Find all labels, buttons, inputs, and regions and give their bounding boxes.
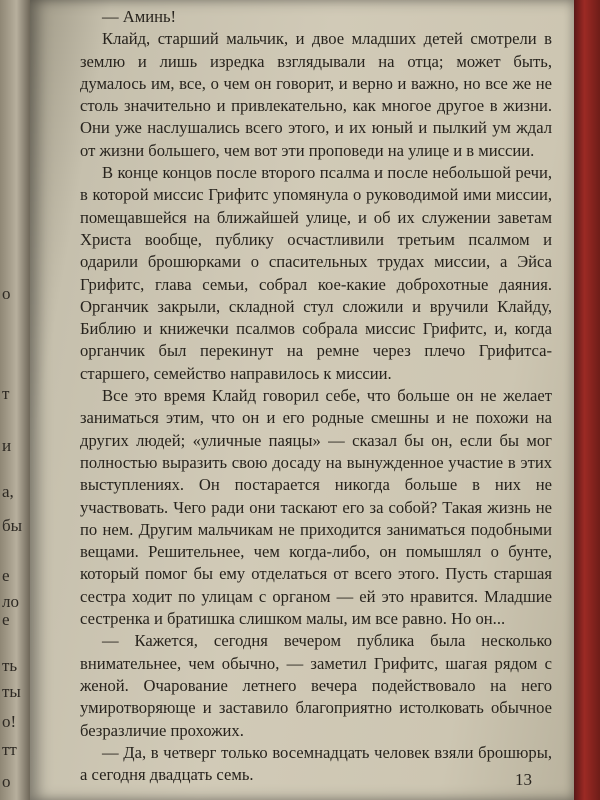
- adjacent-page-fragment: бы: [2, 516, 23, 535]
- adjacent-page-fragment: ло: [2, 592, 19, 611]
- paragraph: Клайд, старший мальчик, и двое младших детей смотрели в землю и лишь изредка взглядывали на отца; может быть, думалось им, все, о чем он говорит, и верно и важно, но все же не столь значительно и привлекательно, как многое другое в жизни. Они уже наслушались всего этого, и их юный и пылкий ум ждал от жизни большего, чем вот эти проповеди на улице и в миссии.: [80, 29, 552, 160]
- adjacent-page-fragment: е: [2, 610, 10, 629]
- adjacent-page-fragment: а,: [2, 482, 14, 501]
- paragraph: — Аминь!: [102, 7, 177, 26]
- adjacent-page-fragment: тт: [2, 740, 17, 759]
- paragraph: — Кажется, сегодня вечером публика была несколько внимательнее, чем обычно, — заметил Грифитс, шагая рядом с женой. Очарование летнего вечера подействовало на него умиротворяюще и заставило благоприятно истолковать обычное безразличие прохожих.: [80, 631, 552, 740]
- book-page: [30, 0, 574, 800]
- page-number: 13: [515, 770, 532, 789]
- adjacent-page-fragment: о: [2, 772, 11, 791]
- adjacent-page-fragment: ть: [2, 656, 18, 675]
- adjacent-page-fragment: т: [2, 384, 10, 403]
- adjacent-page-fragment: о: [2, 284, 11, 303]
- paragraph: В конце концов после второго псалма и после небольшой речи, в которой миссис Грифитс упомянула о руководимой ими миссии, помещавшейся на ближайшей улице, и об их служении заветам Христа вообще, публику осчастливили третьим псалмом и одарили брошюрками о спасительных трудах миссии, а Эйса Грифитс, глава семьи, собрал кое-какие доброхотные даяния. Органчик закрыли, складной стул сложили и вручили Клайду, Библию и книжечки псалмов собрала миссис Грифитс, и, когда органчик был перекинут на ремне через плечо Грифитса-старшего, семейство направилось к миссии.: [80, 163, 552, 383]
- page-body-text: [80, 6, 552, 786]
- adjacent-page-fragment: е: [2, 566, 10, 585]
- adjacent-page-fragment: о!: [2, 712, 17, 731]
- paragraph: — Да, в четверг только восемнадцать человек взяли брошюры, а сегодня двадцать семь.: [80, 742, 552, 785]
- paragraph: Все это время Клайд говорил себе, что больше он не желает заниматься этим, что он и его родные смешны и не похожи на других людей; «уличные паяцы» — сказал бы он, если бы мог полностью выразить свою досаду на вынужденное участие в этих выступлениях. Он постарается никогда больше в них не участвовать. Чего ради они таскают его за собой? Такая жизнь не по нем. Другим мальчикам не приходится заниматься подобными вещами. Решительнее, чем когда-либо, он помышлял о бунте, который помог бы ему отделаться от всего этого. Пусть старшая сестра ходит по улицам с органом — ей это нравится. Младшие сестренка и братишка слишком малы, им все равно. Но он...: [80, 386, 552, 629]
- adjacent-page-fragment: и: [2, 436, 12, 455]
- adjacent-page-fragment: ты: [2, 682, 21, 701]
- book-cover-edge: [574, 0, 600, 800]
- adjacent-page-edge: [0, 0, 30, 800]
